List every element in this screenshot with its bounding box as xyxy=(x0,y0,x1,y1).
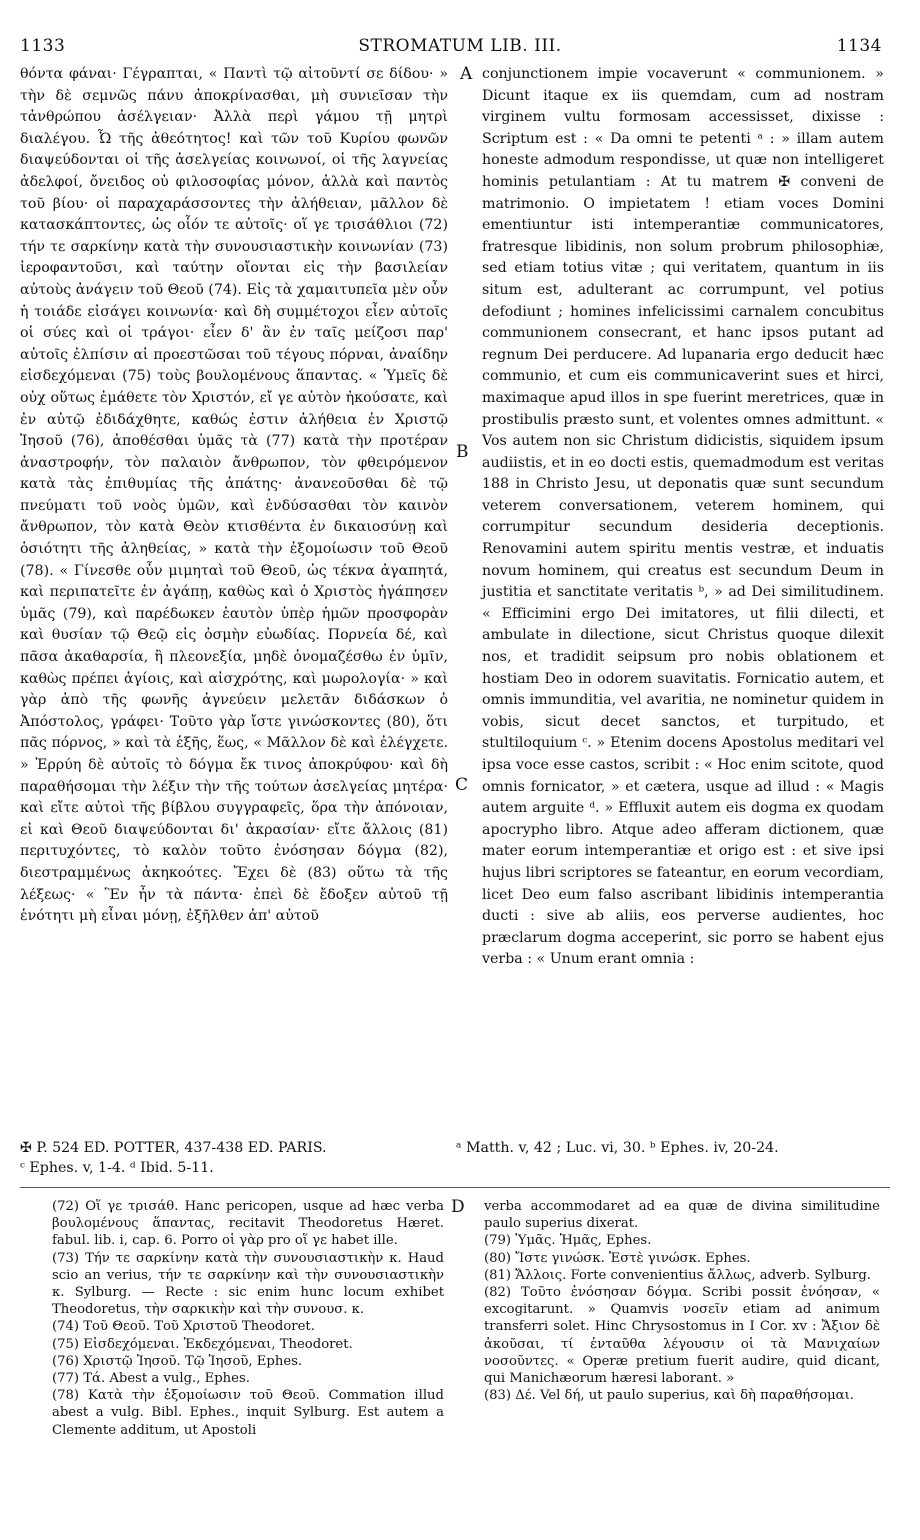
note-item: (83) Δέ. Vel δή, ut paulo superius, καὶ δὴ παραθήσομαι. xyxy=(484,1388,854,1404)
greek-column xyxy=(20,64,448,928)
page-number-left: 1133 xyxy=(20,36,66,56)
page-number-right: 1134 xyxy=(836,36,882,56)
reference-line xyxy=(20,1138,890,1178)
margin-letter-b: B xyxy=(456,442,469,462)
margin-letter-c: C xyxy=(455,775,469,795)
reference-left-2: ᶜ Ephes. v, 1-4. ᵈ Ibid. 5-11. xyxy=(20,1160,214,1176)
latin-text: conjunctionem impie vocaverunt « communionem. » Dicunt itaque ex iis quemdam, cum ad nostram virginem vultu formosam accessisset, dixisse : Scriptum est : « Da omni te petenti ᵃ : » illam autem honeste admodum respondisse, ut quæ non intelligeret hominis petulantiam : At tu matrem ✠ conveni de matrimonio. O impietatem ! etiam voces Domini ementiuntur isti intemperantiæ communicatores, fratresque libidinis, non solum probrum philosophiæ, sed etiam totius vitæ ; qui veritatem, quantum in iis situm est, adulterant ac corrumpunt, vel potius defodiunt ; homines infelicissimi carnalem concubitus communionem consecrant, et hanc ipsos putant ad regnum Dei perducere. Ad lupanaria ergo deducit hæc communio, et cum eis communicaverint sues et hirci, maximaque apud illos in spe fuerint meretrices, quæ in prostibulis præsto sunt, et volentes omnes admittunt. « Vos autem non sic Christum didicistis, siquidem ipsum audiistis, et in eo docti estis, quemadmodum est veritas 188 in Christo Jesu, ut deponatis quæ sunt secundum veterem conversationem, veterem hominem, qui corrumpitur secundum desideria deceptionis. Renovamini autem spiritu mentis vestræ, et induatis novum hominem, qui creatus est secundum Deum in justitia et sanctitate veritatis ᵇ, » ad Dei similitudinem. « Efficimini ergo Dei imitatores, ut filii dilecti, et ambulate in dilectione, sicut Christus quoque dilexit nos, et tradidit seipsum pro nobis oblationem et hostiam Deo in odorem suavitatis. Fornicatio autem, et omnis immunditia, vel avaritia, ne nominetur quidem in vobis, sicut decet sanctos, et turpitudo, et stultiloquium ᶜ. » Etenim docens Apostolus meditari vel ipsa voce esse castos, scribit : « Hoc enim scitote, quod omnis fornicator, » et cætera, usque ad illud : « Magis autem arguite ᵈ. » Effluxit autem eis dogma ex quodam apocrypho libro. Atque adeo afferam dictionem, quæ mater eorum intemperantiæ et origo est : et sive ipsi hujus libri scriptores se fateantur, en eorum vecordiam, licet Deo eum falso ascribant libidinis intemperantia ducti : sive ab aliis, eos perverse audientes, hoc præclarum dogma acceperint, sic porro se habent ejus verba : « Unum erant omnia : xyxy=(482,66,884,968)
divider xyxy=(20,1187,890,1188)
reference-left: ✠ P. 524 ED. POTTER, 437-438 ED. PARIS. xyxy=(20,1140,327,1156)
note-item: (73) Τήν τε σαρκίνην κατὰ τὴν συνουσιαστικὴν κ. Haud scio an verius, τήν τε σαρκίνην καὶ τὴν συνουσιαστικὴν κ. Sylburg. — Recte : sic enim hunc locum exhibet Theodoretus, τὴν σαρκικὴν καὶ τὴν συνουσ. κ. xyxy=(52,1250,444,1318)
note-item: (78) Κατὰ τὴν ἐξομοίωσιν τοῦ Θεοῦ. Commation illud abest a vulg. Bibl. Ephes., inquit Sylburg. Est autem a Clemente additum, ut Apostoli xyxy=(52,1388,444,1438)
margin-letter-d: D xyxy=(451,1197,465,1217)
notes-left-column xyxy=(52,1198,444,1439)
running-header xyxy=(0,6,920,56)
note-item: verba accommodaret ad ea quæ de divina similitudine paulo superius dixerat. xyxy=(484,1199,880,1232)
note-item: (80) Ἴστε γινώσκ. Ἐστὲ γινώσκ. Ephes. xyxy=(484,1250,751,1266)
running-title: STROMATUM LIB. III. xyxy=(358,36,562,56)
note-item: (82) Τοῦτο ἐνόσησαν δόγμα. Scribi possit ἐνόησαν, « excogitarunt. » Quamvis νοσεῖν etiam ad animum transferri solet. Hinc Chrysostomus in I Cor. xv : Ἄξιον δὲ ἀκοῦσαι, τί ἐνταῦθα λέγουσιν οἱ τὰ Μανιχαίων νοσοῦντες. « Operæ pretium fuerit audire, quid dicant, qui Manichæorum hæresi laborant. » xyxy=(484,1285,880,1387)
latin-column xyxy=(482,64,884,971)
reference-right: ᵃ Matth. v, 42 ; Luc. vi, 30. ᵇ Ephes. iv, 20-24. xyxy=(456,1140,779,1156)
note-item: (79) Ὑμᾶς. Ἡμᾶς, Ephes. xyxy=(484,1233,652,1249)
note-item: (72) Οἵ γε τρισάθ. Hanc pericopen, usque ad hæc verba βουλομένους ἅπαντας, recitavit Theodoretus Hæret. fabul. lib. i, cap. 6. Porro οἱ γὰρ pro οἵ γε habet ille. xyxy=(52,1199,444,1249)
note-item: (77) Τά. Abest a vulg., Ephes. xyxy=(52,1371,250,1387)
notes-right-column xyxy=(484,1198,880,1404)
margin-letter-a: A xyxy=(460,64,473,84)
note-item: (81) Ἄλλοις. Forte convenientius ἄλλως, adverb. Sylburg. xyxy=(484,1267,871,1283)
note-item: (75) Εἰσδεχόμεναι. Ἐκδεχόμεναι, Theodoret. xyxy=(52,1336,353,1352)
note-item: (74) Τοῦ Θεοῦ. Τοῦ Χριστοῦ Theodoret. xyxy=(52,1319,315,1335)
note-item: (76) Χριστῷ Ἰησοῦ. Τῷ Ἰησοῦ, Ephes. xyxy=(52,1353,303,1369)
greek-text: θόντα φάναι· Γέγραπται, « Παντὶ τῷ αἰτοῦντί σε δίδου· » τὴν δὲ σεμνῶς πάνυ ἀποκρίνασθαι, μὴ συνιεῖσαν τὴν τἀνθρώπου ἀσέλγειαν· Ἀλλὰ περὶ γάμου τῇ μητρὶ διαλέγου. Ὦ τῆς ἀθεότητος! καὶ τῶν τοῦ Κυρίου φωνῶν διαψεύδονται οἱ τῆς ἀσελγείας κοινωνοί, οἱ τῆς λαγνείας ἀδελφοί, ὄνειδος οὐ φιλοσοφίας μόνον, ἀλλὰ καὶ παντὸς τοῦ βίου· οἱ παραχαράσσοντες τὴν ἀλήθειαν, μᾶλλον δὲ κατασκάπτοντες, ὡς οἷόν τε αὐτοῖς· οἵ γε τρισάθλιοι (72) τήν τε σαρκίνην κατὰ τὴν συνουσιαστικὴν κοινωνίαν (73) ἱεροφαντοῦσι, καὶ ταύτην οἴονται εἰς τὴν βασιλείαν αὐτοὺς ἀνάγειν τοῦ Θεοῦ (74). Εἰς τὰ χαμαιτυπεῖα μὲν οὖν ἡ τοιάδε εἰσάγει κοινωνία· καὶ δὴ συμμέτοχοι εἶεν αὐτοῖς οἱ σύες καὶ οἱ τράγοι· εἶεν δ' ἂν ἐν ταῖς μείζοσι παρ' αὐτοῖς ἐλπίσιν αἱ προεστῶσαι τοῦ τέγους πόρναι, ἀναίδην εἰσδεχόμεναι (75) τοὺς βουλομένους ἅπαντας. « Ὑμεῖς δὲ οὐχ οὕτως ἐμάθετε τὸν Χριστόν, εἴ γε αὐτὸν ἠκούσατε, καὶ ἐν αὐτῷ ἐδιδάχθητε, καθώς ἐστιν ἀλήθεια ἐν Χριστῷ Ἰησοῦ (76), ἀποθέσθαι ὑμᾶς τὰ (77) κατὰ τὴν προτέραν ἀναστροφήν, τὸν παλαιὸν ἄνθρωπον, τὸν φθειρόμενον κατὰ τὰς ἐπιθυμίας τῆς ἀπάτης· ἀνανεοῦσθαι δὲ τῷ πνεύματι τοῦ νοὸς ὑμῶν, καὶ ἐνδύσασθαι τὸν καινὸν ἄνθρωπον, τὸν κατὰ Θεὸν κτισθέντα ἐν δικαιοσύνῃ καὶ ὁσιότητι τῆς ἀληθείας, » κατὰ τὴν ἐξομοίωσιν τοῦ Θεοῦ (78). « Γίνεσθε οὖν μιμηταὶ τοῦ Θεοῦ, ὡς τέκνα ἀγαπητά, καὶ περιπατεῖτε ἐν ἀγάπῃ, καθὼς καὶ ὁ Χριστὸς ἠγάπησεν ὑμᾶς (79), καὶ παρέδωκεν ἑαυτὸν ὑπὲρ ἡμῶν προσφορὰν καὶ θυσίαν τῷ Θεῷ εἰς ὀσμὴν εὐωδίας. Πορνεία δέ, καὶ πᾶσα ἀκαθαρσία, ἢ πλεονεξία, μηδὲ ὀνομαζέσθω ἐν ὑμῖν, καθὼς πρέπει ἁγίοις, καὶ αἰσχρότης, καὶ μωρολογία· » καὶ γὰρ ἀπὸ τῆς φωνῆς ἁγνεύειν μελετᾶν διδάσκων ὁ Ἀπόστολος, γράφει· Τοῦτο γὰρ ἴστε γινώσκοντες (80), ὅτι πᾶς πόρνος, » καὶ τὰ ἑξῆς, ἕως, « Μᾶλλον δὲ καὶ ἐλέγχετε. » Ἐρρύη δὲ αὐτοῖς τὸ δόγμα ἔκ τινος ἀποκρύφου· καὶ δὴ παραθήσομαι τὴν λέξιν τὴν τῆς τούτων ἀσελγείας μητέρα· καὶ εἴτε αὐτοὶ τῆς βίβλου συγγραφεῖς, ὅρα τὴν ἀπόνοιαν, εἰ καὶ Θεοῦ διαψεύδονται δι' ἀκρασίαν· εἴτε ἄλλοις (81) περιτυχόντες, τὸ καλὸν τοῦτο ἐνόσησαν δόγμα (82), διεστραμμένως ἀκηκοότες. Ἔχει δὲ (83) οὕτω τὰ τῆς λέξεως· « Ἓν ἦν τὰ πάντα· ἐπεὶ δὲ ἔδοξεν αὐτοῦ τῇ ἑνότητι μὴ εἶναι μόνῃ, ἐξῆλθεν ἀπ' αὐτοῦ xyxy=(20,66,448,925)
